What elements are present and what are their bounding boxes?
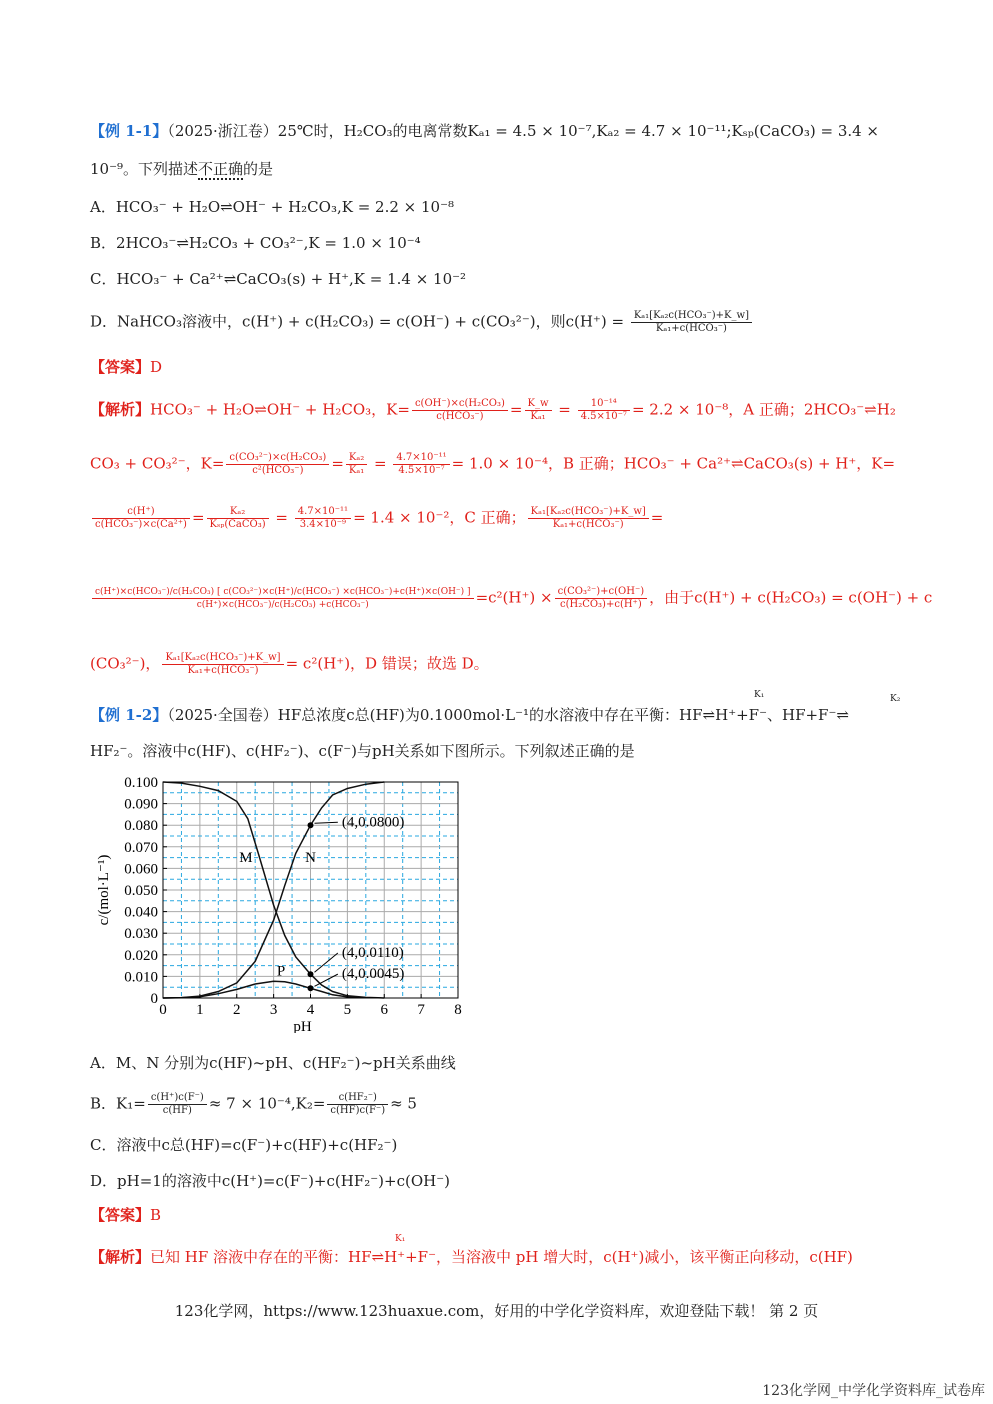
- frac-den: 3.4×10⁻⁹: [299, 519, 347, 530]
- ex2-option-d: D．pH=1的溶液中c(H⁺)=c(F⁻)+c(HF₂⁻)+c(OH⁻): [90, 1172, 450, 1190]
- exp1-frac3: [578, 398, 630, 423]
- exp4-c: ，由于c(H⁺) + c(H₂CO₃) = c(OH⁻) + c: [649, 588, 933, 607]
- annotation-label: (4,0.0045): [341, 966, 405, 983]
- annotation-label: (4,0.0800): [341, 814, 405, 831]
- optb-b: ≈ 7 × 10⁻⁴,K₂=: [208, 1094, 326, 1113]
- annotation-arrow: [315, 953, 338, 972]
- ex1-exp-line4: [90, 586, 932, 611]
- exp1-b: = 2.2 × 10⁻⁸，A 正确；2HCO₃⁻⇌H₂: [631, 400, 896, 419]
- ex1-exp-line3: $\frac{c(H^+)}{\text{c(HCO₃⁻)×c(Ca²⁺)}}$ = $\frac{\text{Kₐ₂}}{\text{Kₛₚ(CaCO₃)}}$ = $\frac{\text{4.7×10⁻¹¹}}{\text{3.4×10⁻⁹}}$ = 1.4 × 10⁻²，C 正确； $\frac{\text{Kₐ₁[Kₐ₂c(HCO₃⁻)+K\_w]}}{\text{Kₐ₁+c(HCO₃⁻)}}$ =: [90, 506, 663, 531]
- annotation-arrow: [315, 822, 338, 823]
- exp4-bigfrac: [92, 586, 474, 611]
- exp1: 已知 HF 溶液中存在的平衡：HF⇌H⁺+F⁻，当溶液中 pH 增大时，c(H⁺)减小，该平衡正向移动，c(HF): [150, 1248, 853, 1266]
- optb-frac1: [148, 1092, 207, 1117]
- y-axis-label: c/(mol·L⁻¹): [96, 854, 112, 926]
- data-point: [308, 822, 314, 828]
- frac-num: Kₐ₁[Kₐ₂c(HCO₃⁻)+K_w]: [631, 310, 752, 323]
- x-tick-label: 4: [306, 1002, 315, 1018]
- frac-den: Kₛₚ(CaCO₃): [209, 519, 266, 530]
- ex1-stem2a: 10⁻⁹。下列描述: [90, 160, 199, 178]
- x-tick-label: 2: [233, 1002, 241, 1018]
- exp3-frac4: [528, 506, 649, 531]
- y-tick-label: 0.060: [124, 861, 158, 878]
- frac-num: Kₐ₁[Kₐ₂c(HCO₃⁻)+K_w]: [528, 506, 649, 519]
- frac-num: c(OH⁻)×c(H₂CO₃): [412, 398, 508, 411]
- y-tick-label: 0.020: [124, 947, 158, 964]
- frac-num: Kₐ₂: [346, 452, 367, 465]
- frac-den: Kₐ₁+c(HCO₃⁻): [187, 665, 259, 676]
- chart-marks: [239, 814, 404, 991]
- y-tick-label: 0.070: [124, 839, 158, 856]
- exp5-a: (CO₃²⁻)，: [90, 654, 161, 673]
- frac-den: c(HF): [162, 1105, 192, 1116]
- ex1-answer: [90, 356, 162, 378]
- curve-label-N: N: [305, 849, 316, 866]
- frac-den: 4.5×10⁻⁷: [580, 411, 627, 422]
- frac-den: c(HF)c(F⁻): [330, 1105, 386, 1116]
- optb-c: ≈ 5: [390, 1094, 417, 1113]
- answer-tag: 【答案】: [90, 1206, 151, 1224]
- answer-tag: 【答案】: [90, 358, 151, 376]
- ex2-stem-line1: [90, 704, 849, 726]
- y-tick-label: 0: [150, 991, 158, 1007]
- frac-den: Kₐ₁+c(HCO₃⁻): [552, 519, 624, 530]
- chart-grid: [163, 782, 458, 998]
- frac-den: c(HCO₃⁻): [436, 411, 484, 422]
- frac-den: Kₐ₁+c(HCO₃⁻): [655, 323, 727, 334]
- ex1-stem-line2: [90, 158, 273, 180]
- ex2-option-b: [90, 1092, 417, 1117]
- ex2-option-c: C．溶液中c总(HF)=c(F⁻)+c(HF)+c(HF₂⁻): [90, 1136, 398, 1154]
- exp1-a: HCO₃⁻ + H₂O⇌OH⁻ + H₂CO₃，K=: [150, 400, 410, 419]
- frac-den: Kₐ₁: [530, 411, 546, 422]
- ex2-stem1: （2025·全国卷）HF总浓度c总(HF)为0.1000mol·L⁻¹的水溶液中存在平衡：HF⇌H⁺+F⁻、HF+F⁻⇌: [167, 706, 849, 724]
- frac-num: c(H⁺)×c(HCO₃⁻)/c(H₂CO₃) [ c(CO₃²⁻)×c(H⁺)/c(HCO₃⁻) ×c(HCO₃⁻)+c(H⁺)×c(OH⁻) ]: [92, 586, 474, 599]
- x-tick-label: 7: [417, 1002, 425, 1018]
- x-tick-label: 0: [159, 1002, 167, 1018]
- y-tick-label: 0.100: [124, 775, 158, 791]
- exp3-frac1: [92, 506, 190, 531]
- exp3-frac3: [295, 506, 351, 531]
- frac-den: c²(HCO₃⁻): [252, 465, 304, 476]
- frac-num: 10⁻¹⁴: [578, 398, 630, 411]
- frac-den: c(H⁺)×c(HCO₃⁻)/c(H₂CO₃) +c(HCO₃⁻): [196, 600, 369, 610]
- exp-tag: 【解析】: [90, 400, 151, 419]
- exp5-frac1: [162, 652, 283, 677]
- ex2-answer: [90, 1204, 161, 1226]
- exp1-frac1: [412, 398, 508, 423]
- ex1-option-d-fraction: [631, 310, 752, 335]
- ex2-exp-line1: [90, 1246, 853, 1268]
- optb-a: B．K₁=: [90, 1094, 146, 1113]
- exp-tag: 【解析】: [90, 1248, 151, 1266]
- x-axis-label: pH: [293, 1019, 312, 1033]
- frac-den: c(HCO₃⁻)×c(Ca²⁺): [95, 519, 187, 530]
- frac-num: c(H⁺): [92, 506, 190, 519]
- page-footer: 123化学网，https://www.123huaxue.com，好用的中学化学资料库，欢迎登陆下载！ 第 2 页: [174, 1302, 819, 1320]
- ex1-option-c: C．HCO₃⁻ + Ca²⁺⇌CaCO₃(s) + H⁺,K = 1.4 × 10⁻²: [90, 270, 467, 288]
- ex1-stem2b: 的是: [243, 160, 274, 178]
- ex1-source: （2025·浙江卷）: [167, 122, 278, 140]
- exp2-frac2: [346, 452, 367, 477]
- ex2-k1-label: K₁: [754, 690, 765, 700]
- ex2-option-a: A．M、N 分别为c(HF)~pH、c(HF₂⁻)~pH关系曲线: [90, 1054, 456, 1072]
- frac-num: 4.7×10⁻¹¹: [393, 452, 449, 465]
- data-point: [308, 971, 314, 977]
- exp4-b: =c²(H⁺) ×: [475, 588, 553, 607]
- ex1-option-a: A．HCO₃⁻ + H₂O⇌OH⁻ + H₂CO₃,K = 2.2 × 10⁻⁸: [90, 198, 455, 216]
- frac-den: Kₐ₁: [348, 465, 365, 476]
- exp2-frac1: [226, 452, 329, 477]
- ex2-k2-label: K₂: [890, 694, 901, 704]
- ex2-stem-line2: HF₂⁻。溶液中c(HF)、c(HF₂⁻)、c(F⁻)与pH关系如下图所示。下列叙述正确的是: [90, 742, 635, 760]
- exp1-frac2: [525, 398, 552, 423]
- y-tick-label: 0.040: [124, 904, 158, 921]
- data-point: [308, 985, 314, 991]
- optb-frac2: [327, 1092, 388, 1117]
- x-tick-label: 5: [343, 1002, 352, 1018]
- ex1-tag: 【例 1-1】: [90, 122, 168, 140]
- y-tick-label: 0.010: [124, 969, 158, 986]
- frac-num: c(CO₃²⁻)×c(H₂CO₃): [226, 452, 329, 465]
- exp3-b: = 1.4 × 10⁻²，C 正确；: [353, 508, 526, 527]
- frac-num: c(CO₃²⁻)+c(OH⁻): [555, 586, 648, 599]
- curve-label-M: M: [239, 849, 253, 866]
- ex2-tag: 【例 1-2】: [90, 706, 168, 724]
- frac-num: K_w: [525, 398, 552, 411]
- ex1-stem1: 25℃时，H₂CO₃的电离常数Kₐ₁ = 4.5 × 10⁻⁷,Kₐ₂ = 4.7 × 10⁻¹¹;Kₛₚ(CaCO₃) = 3.4 ×: [277, 122, 880, 140]
- annotation-label: (4,0.0110): [341, 944, 404, 961]
- exp3-frac2: [207, 506, 269, 531]
- frac-num: c(HF₂⁻): [327, 1092, 388, 1105]
- curve-label-P: P: [276, 963, 286, 980]
- y-tick-label: 0.030: [124, 926, 158, 943]
- watermark: 123化学网_中学化学资料库_试卷库: [762, 1383, 985, 1399]
- x-tick-label: 1: [196, 1002, 204, 1018]
- ph-concentration-chart: [90, 768, 470, 1033]
- frac-den: 4.5×10⁻⁷: [398, 465, 445, 476]
- answer-value: D: [150, 358, 163, 376]
- ex1-exp-line5: [90, 652, 489, 677]
- exp5-b: = c²(H⁺)，D 错误；故选 D。: [285, 654, 489, 673]
- answer-value: B: [150, 1206, 162, 1224]
- ex1-stem-emph: 不正确: [198, 160, 244, 178]
- y-tick-label: 0.090: [124, 796, 158, 813]
- ex1-stem-line1: [90, 120, 879, 142]
- y-tick-label: 0.080: [124, 818, 158, 835]
- frac-num: 4.7×10⁻¹¹: [295, 506, 351, 519]
- exp2-frac3: [393, 452, 449, 477]
- exp-k1-label: K₁: [395, 1234, 406, 1244]
- ex1-option-d-text: D．NaHCO₃溶液中，c(H⁺) + c(H₂CO₃) = c(OH⁻) + c(CO₃²⁻)，则c(H⁺) =: [90, 312, 625, 331]
- x-tick-label: 6: [380, 1002, 388, 1018]
- ex1-option-b: B．2HCO₃⁻⇌H₂CO₃ + CO₃²⁻,K = 1.0 × 10⁻⁴: [90, 234, 421, 252]
- frac-den: c(H₂CO₃)+c(H⁺): [559, 599, 642, 610]
- exp4-frac2: [555, 586, 648, 611]
- ex1-exp-line1: 【解析】HCO₃⁻ + H₂O⇌OH⁻ + H₂CO₃，K= $\frac{\text{c(OH⁻)×c(H₂CO₃)}}{\text{c(HCO₃⁻)}}$ = $\frac{K\_w}{\text{Kₐ₁}}$ = $\frac{\text{10⁻¹⁴}}{\text{4.5×10⁻⁷}}$ = 2.2 × 10⁻⁸，A 正确；2HCO₃⁻⇌H₂: [90, 398, 896, 422]
- exp2-a: CO₃ + CO₃²⁻，K=: [90, 454, 225, 473]
- curve-P: [163, 981, 366, 998]
- frac-num: Kₐ₂: [207, 506, 269, 519]
- x-tick-label: 3: [269, 1002, 278, 1018]
- ex1-option-d: [90, 310, 754, 335]
- frac-num: c(H⁺)c(F⁻): [148, 1092, 207, 1105]
- frac-num: Kₐ₁[Kₐ₂c(HCO₃⁻)+K_w]: [162, 652, 283, 665]
- ex1-exp-line2: CO₃ + CO₃²⁻，K= $\frac{\text{c(CO₃²⁻)×c(H₂CO₃)}}{\text{c²(HCO₃⁻)}}$ = $\frac{\text{Kₐ₂}}{\text{Kₐ₁}}$ = $\frac{\text{4.7×10⁻¹¹}}{\text{4.5×10⁻⁷}}$ = 1.0 × 10⁻⁴，B 正确；HCO₃⁻ + Ca²⁺⇌CaCO₃(s) + H⁺，K=: [90, 452, 896, 476]
- exp2-b: = 1.0 × 10⁻⁴，B 正确；HCO₃⁻ + Ca²⁺⇌CaCO₃(s) + H⁺，K=: [451, 454, 896, 473]
- exp3-c: =: [650, 508, 664, 527]
- y-tick-label: 0.050: [124, 883, 158, 899]
- x-tick-label: 8: [454, 1002, 462, 1018]
